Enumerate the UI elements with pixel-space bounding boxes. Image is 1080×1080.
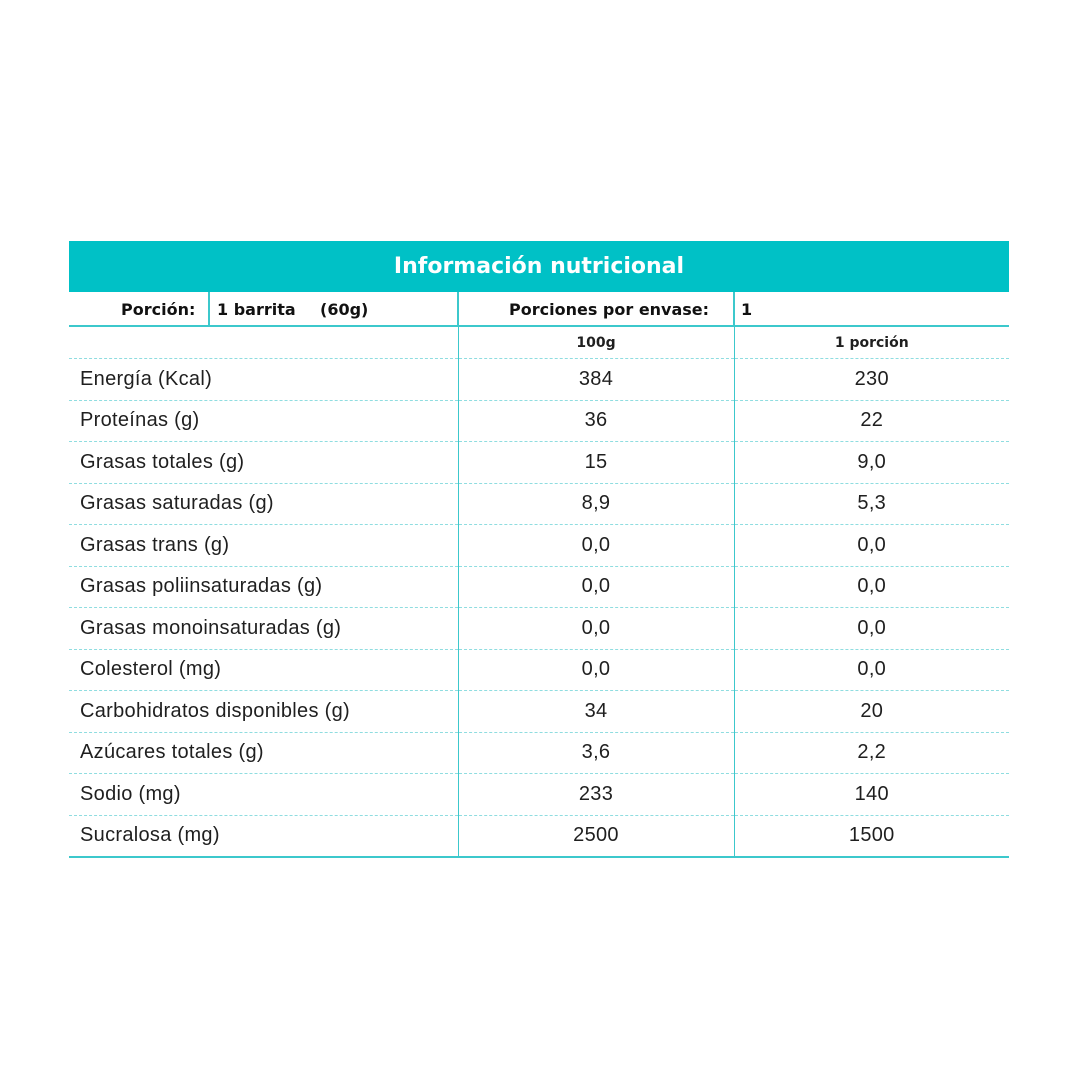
table-row bbox=[69, 359, 1009, 401]
table-row bbox=[69, 774, 1009, 816]
portion-label: Porción: bbox=[121, 300, 196, 319]
nutrient-name: Azúcares totales (g) bbox=[69, 732, 458, 774]
value-per-100g: 0,0 bbox=[458, 525, 734, 567]
nutrient-name: Grasas totales (g) bbox=[69, 442, 458, 484]
nutrient-name: Carbohidratos disponibles (g) bbox=[69, 691, 458, 733]
header-blank bbox=[69, 327, 458, 359]
table-row bbox=[69, 525, 1009, 567]
header-per-portion: 1 porción bbox=[734, 327, 1009, 359]
nutrient-name: Proteínas (g) bbox=[69, 400, 458, 442]
per-package-label: Porciones por envase: bbox=[509, 300, 710, 319]
nutrient-name: Grasas poliinsaturadas (g) bbox=[69, 566, 458, 608]
nutrient-name: Sodio (mg) bbox=[69, 774, 458, 816]
portion-divider bbox=[208, 292, 210, 325]
value-per-portion: 0,0 bbox=[734, 649, 1009, 691]
nutrition-facts-panel bbox=[69, 241, 1009, 858]
nutrient-name: Grasas monoinsaturadas (g) bbox=[69, 608, 458, 650]
value-per-100g: 0,0 bbox=[458, 649, 734, 691]
nutrient-name: Grasas trans (g) bbox=[69, 525, 458, 567]
nutrient-name: Energía (Kcal) bbox=[69, 359, 458, 401]
value-per-100g: 384 bbox=[458, 359, 734, 401]
value-per-portion: 230 bbox=[734, 359, 1009, 401]
value-per-100g: 34 bbox=[458, 691, 734, 733]
table-row bbox=[69, 815, 1009, 857]
column-divider-top-2 bbox=[733, 292, 735, 325]
nutrition-table bbox=[69, 327, 1009, 858]
nutrient-name: Colesterol (mg) bbox=[69, 649, 458, 691]
value-per-portion: 0,0 bbox=[734, 566, 1009, 608]
value-per-portion: 22 bbox=[734, 400, 1009, 442]
column-header-row bbox=[69, 327, 1009, 359]
value-per-portion: 140 bbox=[734, 774, 1009, 816]
portion-row bbox=[69, 292, 1009, 327]
table-row bbox=[69, 400, 1009, 442]
portion-weight: (60g) bbox=[320, 300, 369, 319]
value-per-portion: 5,3 bbox=[734, 483, 1009, 525]
value-per-portion: 0,0 bbox=[734, 525, 1009, 567]
table-row bbox=[69, 608, 1009, 650]
table-row bbox=[69, 732, 1009, 774]
table-row bbox=[69, 566, 1009, 608]
value-per-100g: 8,9 bbox=[458, 483, 734, 525]
value-per-100g: 0,0 bbox=[458, 608, 734, 650]
nutrient-name: Grasas saturadas (g) bbox=[69, 483, 458, 525]
table-row bbox=[69, 649, 1009, 691]
per-package-value: 1 bbox=[741, 300, 753, 319]
nutrition-title: Información nutricional bbox=[69, 241, 1009, 292]
value-per-100g: 0,0 bbox=[458, 566, 734, 608]
value-per-100g: 233 bbox=[458, 774, 734, 816]
column-divider-top bbox=[457, 292, 459, 325]
value-per-100g: 2500 bbox=[458, 815, 734, 857]
value-per-100g: 36 bbox=[458, 400, 734, 442]
table-row bbox=[69, 442, 1009, 484]
value-per-100g: 3,6 bbox=[458, 732, 734, 774]
value-per-portion: 2,2 bbox=[734, 732, 1009, 774]
header-per-100g: 100g bbox=[458, 327, 734, 359]
value-per-100g: 15 bbox=[458, 442, 734, 484]
value-per-portion: 20 bbox=[734, 691, 1009, 733]
table-row bbox=[69, 691, 1009, 733]
portion-value: 1 barrita bbox=[217, 300, 296, 319]
nutrient-name: Sucralosa (mg) bbox=[69, 815, 458, 857]
table-row bbox=[69, 483, 1009, 525]
value-per-portion: 9,0 bbox=[734, 442, 1009, 484]
value-per-portion: 0,0 bbox=[734, 608, 1009, 650]
value-per-portion: 1500 bbox=[734, 815, 1009, 857]
